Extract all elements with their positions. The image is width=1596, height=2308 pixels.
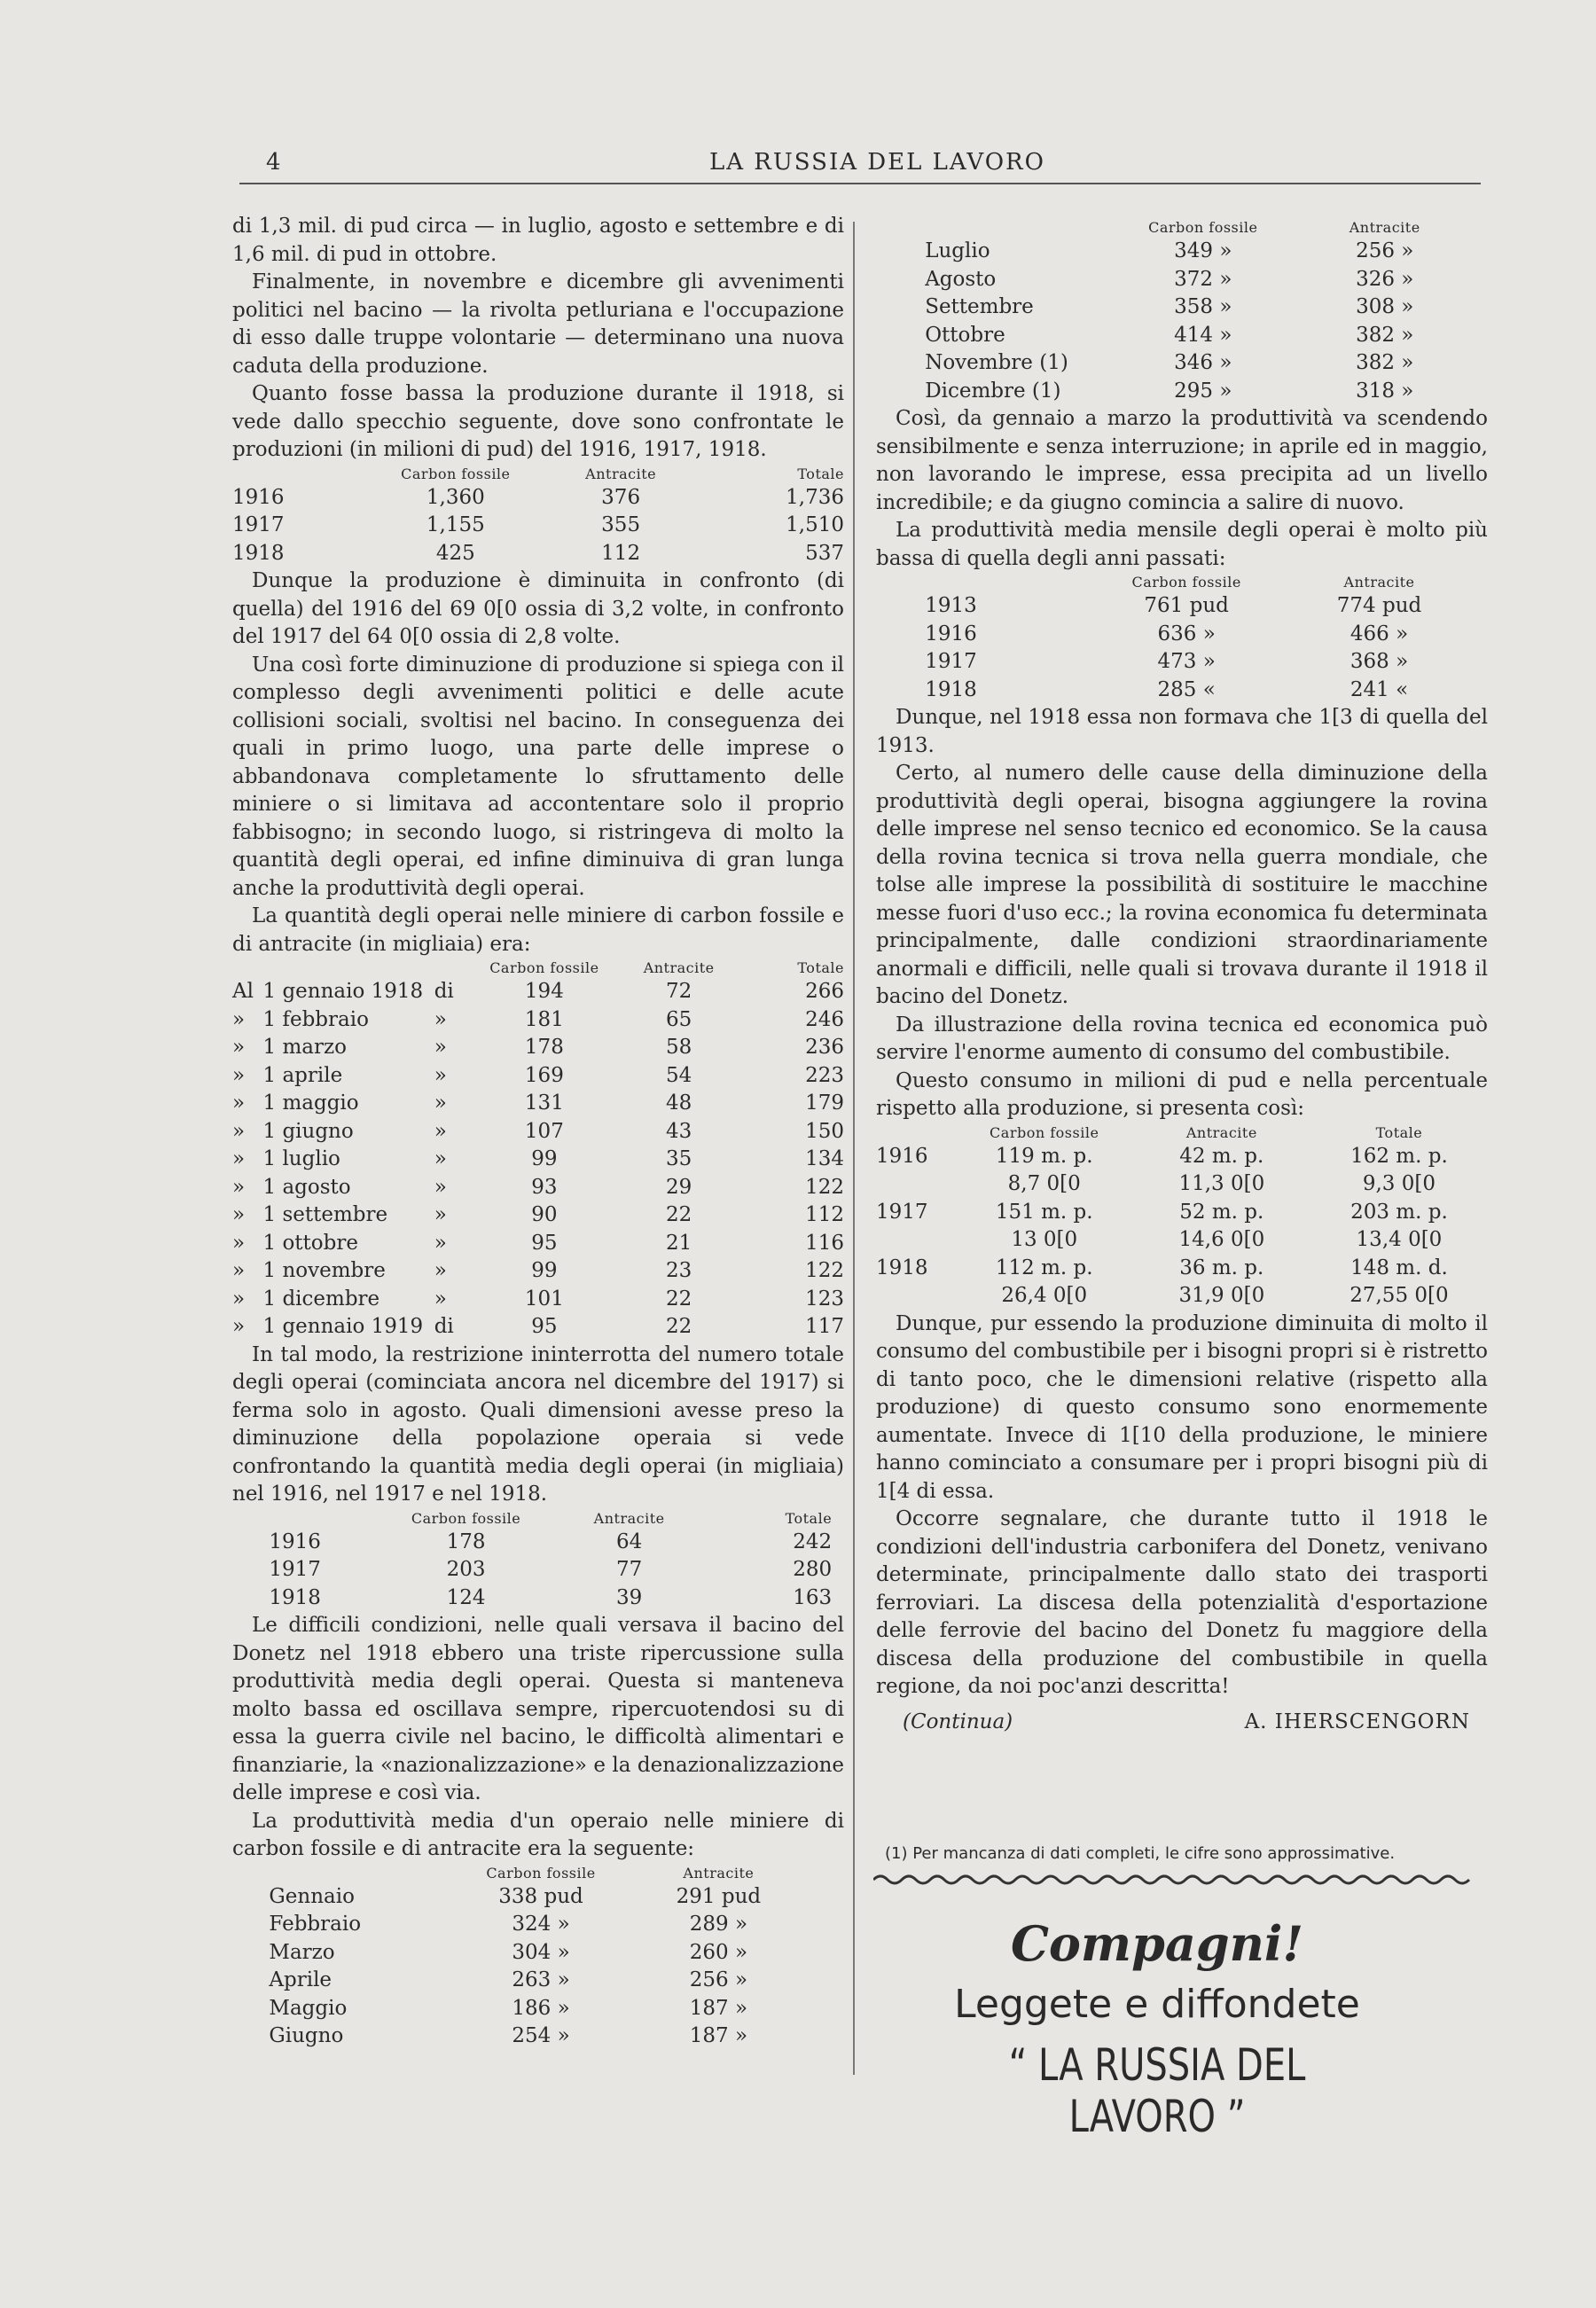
table-cell: » (434, 1036, 447, 1059)
table-cell (876, 1282, 956, 1310)
table-cell: 203 (446, 1558, 486, 1581)
table-cell: 1 gennaio 1918 (262, 980, 424, 1003)
table-cell: 289 » (689, 1913, 748, 1936)
table-row (876, 1282, 1488, 1310)
table-cell: 99 (531, 1147, 558, 1170)
table-cell: 179 (805, 1091, 844, 1115)
table-cell: 22 (666, 1315, 692, 1338)
table-cell: 64 (616, 1530, 643, 1553)
table-cell: » (434, 1147, 447, 1170)
table-cell: 291 pud (676, 1884, 762, 1908)
productivity-table-1 (269, 1864, 807, 2051)
production-table (232, 465, 844, 568)
paragraph: Una così forte diminuzione di produzione si spiega con il complesso degli avvenimenti politici e delle acute collisioni sociali, svoltisi nel bacino. In conseguenza dei quali in primo luogo, una parte delle imprese o abbandonava completamente lo sfruttamento delle miniere o si limitava ad accontentare solo il proprio fabbisogno; in secondo luogo, si ristringeva di molto la quantità degli operai, ed infine diminuiva di gran lunga anche la produttività degli operai. (232, 653, 844, 900)
table-cell: » (434, 1231, 447, 1255)
author-signature: A. IHERSCENGORN (1244, 1709, 1470, 1733)
table-cell: 1917 (925, 650, 977, 673)
table-cell: 1916 (925, 622, 977, 645)
table-cell: 280 (793, 1558, 833, 1581)
table-cell: 93 (531, 1175, 558, 1199)
table-cell: 26,4 0[0 (1001, 1284, 1088, 1307)
table-row (232, 1034, 844, 1062)
table-row (232, 1286, 844, 1314)
paragraph: Da illustrazione della rovina tecnica ed economica può servire l'enorme aumento di consumo del combustibile. (876, 1013, 1488, 1064)
table-cell: » (434, 1259, 447, 1282)
table-cell: 1916 (876, 1144, 928, 1168)
table-cell: 14,6 0[0 (1178, 1228, 1265, 1251)
table-row (876, 1226, 1488, 1255)
table-cell: » (434, 1119, 447, 1143)
paragraph: La produttività media d'un operaio nelle miniere di carbon fossile e di antracite era la seguente: (232, 1809, 844, 1860)
table-cell: 1918 (269, 1585, 321, 1609)
table-row (925, 238, 1475, 266)
table-cell: 1,360 (426, 485, 485, 509)
table-cell: 1 novembre (262, 1259, 386, 1282)
continued-note: (Continua) (903, 1709, 1013, 1733)
table-cell: » (232, 1315, 246, 1338)
table-row (876, 1199, 1488, 1227)
table-cell: 256 » (689, 1968, 748, 1991)
table-cell: Dicembre (1) (925, 379, 1061, 403)
table-cell: 178 (446, 1530, 486, 1553)
table-row (925, 378, 1475, 406)
table-cell: 169 (524, 1063, 564, 1087)
table-cell: 382 » (1356, 351, 1414, 374)
table-cell: 425 (435, 541, 475, 565)
column-divider (853, 222, 855, 2075)
table-cell: 285 « (1157, 677, 1216, 701)
table-row (269, 1584, 832, 1613)
table-cell: 1 settembre (262, 1203, 388, 1226)
table-row (269, 1967, 807, 1995)
table-cell: Al (232, 980, 254, 1003)
column-header: Antracite (593, 1509, 665, 1527)
table-cell: » (434, 1007, 447, 1031)
table-cell: 1913 (925, 594, 977, 617)
table-row (269, 1939, 807, 1968)
table-cell: 54 (666, 1063, 692, 1087)
table-cell: 466 » (1350, 622, 1409, 645)
table-cell: 1 luglio (262, 1147, 340, 1170)
table-cell: 8,7 0[0 (1007, 1172, 1081, 1195)
table-row (925, 266, 1475, 294)
table-cell: 1 dicembre (262, 1287, 380, 1310)
table-cell: » (232, 1175, 246, 1199)
table-cell: 1 gennaio 1919 (262, 1315, 424, 1338)
table-cell: 1,155 (426, 513, 485, 536)
table-cell: Maggio (269, 1996, 348, 2020)
table-cell: 241 « (1350, 677, 1409, 701)
wavy-divider (873, 1871, 1476, 1889)
table-row (925, 293, 1475, 322)
column-header: Antracite (683, 1864, 755, 1882)
table-cell: » (232, 1259, 246, 1282)
table-cell: 1 febbraio (262, 1007, 369, 1031)
table-row (232, 1230, 844, 1258)
productivity-table-2 (925, 218, 1475, 405)
table-cell: 65 (666, 1007, 692, 1031)
table-cell: 1918 (925, 677, 977, 701)
paragraph: La quantità degli operai nelle miniere di carbon fossile e di antracite (in migliaia) era: (232, 904, 844, 956)
paragraph: Dunque la produzione è diminuita in confronto (di quella) del 1916 del 69 0[0 ossia di 3,2 volte, in confronto del 1917 del 64 0[0 ossia di 2,8 volte. (232, 569, 844, 648)
column-header: Antracite (1185, 1123, 1257, 1141)
table-cell: 119 m. p. (995, 1144, 1093, 1168)
table-cell: 58 (666, 1036, 692, 1059)
column-header: Antracite (1349, 219, 1420, 236)
table-cell: 148 m. d. (1350, 1256, 1448, 1279)
table-cell: 1,736 (786, 485, 844, 509)
table-cell: 266 (805, 980, 844, 1003)
table-cell: 304 » (512, 1940, 570, 1964)
table-cell: 358 » (1174, 295, 1232, 318)
table-cell: » (232, 1147, 246, 1170)
table-cell: 13,4 0[0 (1356, 1228, 1443, 1251)
table-cell: 150 (805, 1119, 844, 1143)
table-cell: di (434, 1315, 454, 1338)
table-row (269, 1911, 807, 1939)
paragraph: Quanto fosse bassa la produzione durante il 1918, si vede dallo specchio seguente, dove sono confrontate le produzioni (in milioni di pud) del 1916, 1917, 1918. (232, 382, 844, 461)
table-row (232, 1174, 844, 1202)
table-cell: Aprile (269, 1968, 332, 1991)
table-cell (876, 1170, 956, 1199)
table-cell: » (232, 1231, 246, 1255)
table-cell: Novembre (1) (925, 351, 1068, 374)
table-cell: 254 » (512, 2024, 570, 2047)
table-header-row (925, 218, 1475, 238)
ad-title: Compagni! (1010, 1915, 1304, 1972)
table-cell: 131 (524, 1091, 564, 1115)
table-cell: 77 (616, 1558, 643, 1581)
table-cell: 372 » (1174, 267, 1232, 291)
page-number: 4 (266, 149, 281, 176)
table-header-row (232, 958, 844, 978)
table-row (232, 1090, 844, 1118)
table-row (925, 349, 1475, 378)
table-row (269, 1995, 807, 2023)
table-header-row (925, 573, 1475, 592)
table-cell: 263 » (512, 1968, 570, 1991)
table-row (925, 322, 1475, 350)
table-cell: 382 » (1356, 323, 1414, 347)
paragraph: Finalmente, in novembre e dicembre gli avvenimenti politici nel bacino — la rivolta petluriana e l'occupazione di esso dalle truppe volontarie — determinano una nuova caduta della produzione. (232, 270, 844, 378)
table-cell: 27,55 0[0 (1350, 1284, 1449, 1307)
table-cell: 338 pud (498, 1884, 583, 1908)
table-cell: » (434, 1091, 447, 1115)
table-cell: 774 pud (1336, 594, 1422, 617)
column-header: Carbon fossile (401, 465, 511, 482)
table-cell: 1916 (269, 1530, 321, 1553)
table-cell: 22 (666, 1203, 692, 1226)
table-cell: 1 maggio (262, 1091, 359, 1115)
table-cell: 1917 (876, 1200, 928, 1224)
header-rule (239, 183, 1481, 184)
table-cell: 181 (524, 1007, 564, 1031)
table-cell: 1 aprile (262, 1063, 343, 1087)
column-header: Carbon fossile (1131, 574, 1241, 591)
table-cell: » (434, 1287, 447, 1310)
table-cell: 1916 (232, 485, 285, 509)
table-row (269, 1529, 832, 1557)
paragraph: Dunque, nel 1918 essa non formava che 1[3 di quella del 1913. (876, 706, 1488, 757)
table-cell: 117 (805, 1315, 844, 1338)
table-cell: 376 (601, 485, 641, 509)
table-cell: 116 (805, 1231, 844, 1255)
table-cell: 31,9 0[0 (1178, 1284, 1265, 1307)
table-row (232, 1201, 844, 1230)
table-cell: » (434, 1203, 447, 1226)
table-cell (876, 1226, 956, 1255)
paragraph: Dunque, pur essendo la produzione diminuita di molto il consumo del combustibile per i bisogni propri si è ristretto di tanto poco, che le dimensioni relative (rispetto alla produzione) di questo consumo sono enormemente aumentate. Invece di 1[10 della produzione, le miniere hanno cominciato a consumare per i propri bisogni più di 1[4 di essa. (876, 1311, 1488, 1503)
table-cell: 95 (531, 1315, 558, 1338)
table-cell: 636 » (1157, 622, 1216, 645)
table-cell: 203 m. p. (1350, 1200, 1448, 1224)
table-cell: 1 marzo (262, 1036, 347, 1059)
table-cell: di (434, 980, 454, 1003)
column-header: Antracite (585, 465, 657, 482)
table-cell: 223 (805, 1063, 844, 1087)
table-cell: 368 » (1350, 650, 1409, 673)
table-cell: 414 » (1174, 323, 1232, 347)
table-cell: 21 (666, 1231, 692, 1255)
table-row (232, 1062, 844, 1091)
table-cell: Ottobre (925, 323, 1005, 347)
table-cell: 107 (524, 1119, 564, 1143)
table-row (269, 2022, 807, 2051)
table-cell: 1917 (269, 1558, 321, 1581)
table-cell: 260 » (689, 1940, 748, 1964)
table-row (925, 592, 1475, 621)
table-row (232, 540, 844, 568)
column-header: Totale (797, 465, 844, 482)
paragraph: Così, da gennaio a marzo la produttività va scendendo sensibilmente e senza interruzione; in aprile ed in maggio, non lavorando le imprese, essa precipita ad un livello incredibile; e da giugno comincia a salire di nuovo. (876, 407, 1488, 514)
table-cell: 36 m. p. (1179, 1256, 1264, 1279)
table-cell: 324 » (512, 1913, 570, 1936)
left-column (232, 213, 844, 2051)
table-header-row (876, 1123, 1488, 1143)
table-cell: 246 (805, 1007, 844, 1031)
table-row (876, 1255, 1488, 1283)
table-cell: 318 » (1356, 379, 1414, 403)
table-cell: 101 (524, 1287, 564, 1310)
table-cell: Agosto (925, 267, 997, 291)
signature-row (876, 1709, 1488, 1737)
paragraph: La produttività media mensile degli operai è molto più bassa di quella degli anni passati: (876, 519, 1488, 570)
column-header: Antracite (643, 959, 715, 976)
table-cell: » (232, 1091, 246, 1115)
table-cell: 187 » (689, 2024, 748, 2047)
average-workers-table (269, 1509, 832, 1613)
ad-line-1: Leggete e diffondete (954, 1982, 1360, 2027)
table-cell: » (232, 1036, 246, 1059)
table-row (232, 1146, 844, 1174)
paragraph: In tal modo, la restrizione ininterrotta del numero totale degli operai (cominciata ancora nel dicembre del 1917) si ferma solo in agosto. Quali dimensioni avesse preso la diminuzione della popolazione operaia si vede confrontando la quantità media degli operai (in migliaia) nel 1916, nel 1917 e nel 1918. (232, 1342, 844, 1506)
table-cell: » (232, 1287, 246, 1310)
table-cell: 308 » (1356, 295, 1414, 318)
table-cell: 23 (666, 1259, 692, 1282)
table-cell: » (434, 1175, 447, 1199)
table-cell: 112 (601, 541, 641, 565)
table-cell: 1 agosto (262, 1175, 351, 1199)
table-cell: 473 » (1157, 650, 1216, 673)
table-cell: » (232, 1063, 246, 1087)
paragraph: Questo consumo in milioni di pud e nella percentuale rispetto alla produzione, si presenta così: (876, 1068, 1488, 1120)
table-cell: 134 (805, 1147, 844, 1170)
paragraph: di 1,3 mil. di pud circa — in luglio, agosto e settembre e di 1,6 mil. di pud in ottobre. (232, 215, 844, 266)
table-cell: 1918 (876, 1256, 928, 1279)
column-header: Carbon fossile (990, 1123, 1099, 1141)
table-cell: 1 giugno (262, 1119, 354, 1143)
table-cell: 1 ottobre (262, 1231, 358, 1255)
table-cell: 122 (805, 1259, 844, 1282)
table-row (232, 484, 844, 512)
table-cell: 90 (531, 1203, 558, 1226)
table-cell: 13 0[0 (1011, 1228, 1078, 1251)
table-row (876, 1170, 1488, 1199)
table-cell: 122 (805, 1175, 844, 1199)
column-header: Carbon fossile (1148, 219, 1258, 236)
table-row (232, 1118, 844, 1146)
table-cell: 72 (666, 980, 692, 1003)
column-header: Antracite (1343, 574, 1415, 591)
table-cell: 112 m. p. (995, 1256, 1093, 1279)
table-row (232, 978, 844, 1006)
table-cell: 48 (666, 1091, 692, 1115)
table-row (232, 512, 844, 540)
table-cell: 151 m. p. (995, 1200, 1093, 1224)
column-header: Totale (785, 1509, 833, 1527)
table-cell: 11,3 0[0 (1178, 1172, 1265, 1195)
table-cell: 1917 (232, 513, 285, 536)
table-row (232, 1257, 844, 1286)
table-cell: 9,3 0[0 (1362, 1172, 1436, 1195)
table-cell: Giugno (269, 2024, 344, 2047)
column-header: Totale (797, 959, 844, 976)
table-header-row (232, 465, 844, 484)
table-row (925, 648, 1475, 677)
table-cell: Gennaio (269, 1884, 355, 1908)
ad-line-2: “ LA RUSSIA DEL LAVORO ” (1008, 2039, 1306, 2142)
table-cell: » (232, 1203, 246, 1226)
table-cell: Febbraio (269, 1913, 362, 1936)
table-cell: » (232, 1007, 246, 1031)
table-row (925, 677, 1475, 705)
table-cell: Settembre (925, 295, 1034, 318)
table-cell: 123 (805, 1287, 844, 1310)
table-cell: » (232, 1119, 246, 1143)
table-row (876, 1143, 1488, 1171)
column-header: Carbon fossile (486, 1864, 596, 1882)
table-cell: 43 (666, 1119, 692, 1143)
table-cell: 355 (601, 513, 641, 536)
table-cell: 29 (666, 1175, 692, 1199)
table-row (269, 1883, 807, 1912)
table-cell: 346 » (1174, 351, 1232, 374)
footnote: (1) Per mancanza di dati completi, le cifre sono approssimative. (885, 1844, 1396, 1863)
table-cell: 52 m. p. (1179, 1200, 1264, 1224)
table-cell: Luglio (925, 239, 990, 262)
table-cell: » (434, 1063, 447, 1087)
table-cell: 187 » (689, 1996, 748, 2020)
table-cell: 326 » (1356, 267, 1414, 291)
consumption-table (876, 1123, 1488, 1310)
column-header: Carbon fossile (411, 1509, 521, 1527)
table-cell: 537 (805, 541, 844, 565)
table-cell: 35 (666, 1147, 692, 1170)
table-cell: 295 » (1174, 379, 1232, 403)
table-cell: 256 » (1356, 239, 1414, 262)
table-cell: 42 m. p. (1179, 1144, 1264, 1168)
column-header: Totale (1375, 1123, 1423, 1141)
column-header: Carbon fossile (489, 959, 599, 976)
table-cell: 194 (524, 980, 564, 1003)
table-cell: 124 (446, 1585, 486, 1609)
table-cell: 186 » (512, 1996, 570, 2020)
table-row (232, 1006, 844, 1035)
table-cell: 242 (793, 1530, 833, 1553)
paragraph: Le difficili condizioni, nelle quali versava il bacino del Donetz nel 1918 ebbero una triste ripercussione sulla produttività media degli operai. Questa si manteneva molto bassa ed oscillava sempre, ripercuotendosi su di essa la guerra civile nel bacino, le difficoltà alimentari e finanziarie, la «nazionalizzazione» e la denazionalizzazione delle imprese e così via. (232, 1614, 844, 1804)
table-cell: 99 (531, 1259, 558, 1282)
table-cell: 95 (531, 1231, 558, 1255)
table-cell: 1,510 (786, 513, 844, 536)
paragraph: Occorre segnalare, che durante tutto il 1918 le condizioni dell'industria carbonifera del Donetz, venivano determinate, principalmente dallo stato dei trasporti ferroviari. La discesa della potenzialità d'esportazione delle ferrovie del bacino del Donetz fu maggiore della discesa della produzione del combustibile in quella regione, da noi poc'anzi descritta! (876, 1507, 1488, 1698)
table-cell: 162 m. p. (1350, 1144, 1448, 1168)
table-cell: 1918 (232, 541, 285, 565)
table-cell: 761 pud (1144, 594, 1229, 617)
table-cell: 349 » (1174, 239, 1232, 262)
table-cell: 112 (805, 1203, 844, 1226)
table-cell: Marzo (269, 1940, 335, 1964)
table-header-row (269, 1864, 807, 1883)
running-title: LA RUSSIA DEL LAVORO (709, 149, 1045, 176)
table-row (269, 1556, 832, 1584)
paragraph: Certo, al numero delle cause della diminuzione della produttività degli operai, bisogna aggiungere la rovina delle imprese nel senso tecnico ed economico. Se la causa della rovina tecnica si trova nella guerra mondiale, che tolse alle imprese la possibilità di sostituire le macchine messe fuori d'uso ecc.; la rovina economica fu determinata principalmente, dalle condizioni straordinariamente anormali e difficili, nelle quali si trovava durante il 1918 il bacino del Donetz. (876, 762, 1488, 1008)
table-cell: 39 (616, 1585, 643, 1609)
table-row (925, 621, 1475, 649)
right-column (876, 218, 1488, 1736)
table-row (232, 1313, 844, 1342)
table-cell: 163 (793, 1585, 833, 1609)
table-cell: 178 (524, 1036, 564, 1059)
table-cell: 22 (666, 1287, 692, 1310)
yearly-productivity-table (925, 573, 1475, 704)
table-cell: 236 (805, 1036, 844, 1059)
table-header-row (269, 1509, 832, 1529)
workers-table (232, 958, 844, 1342)
